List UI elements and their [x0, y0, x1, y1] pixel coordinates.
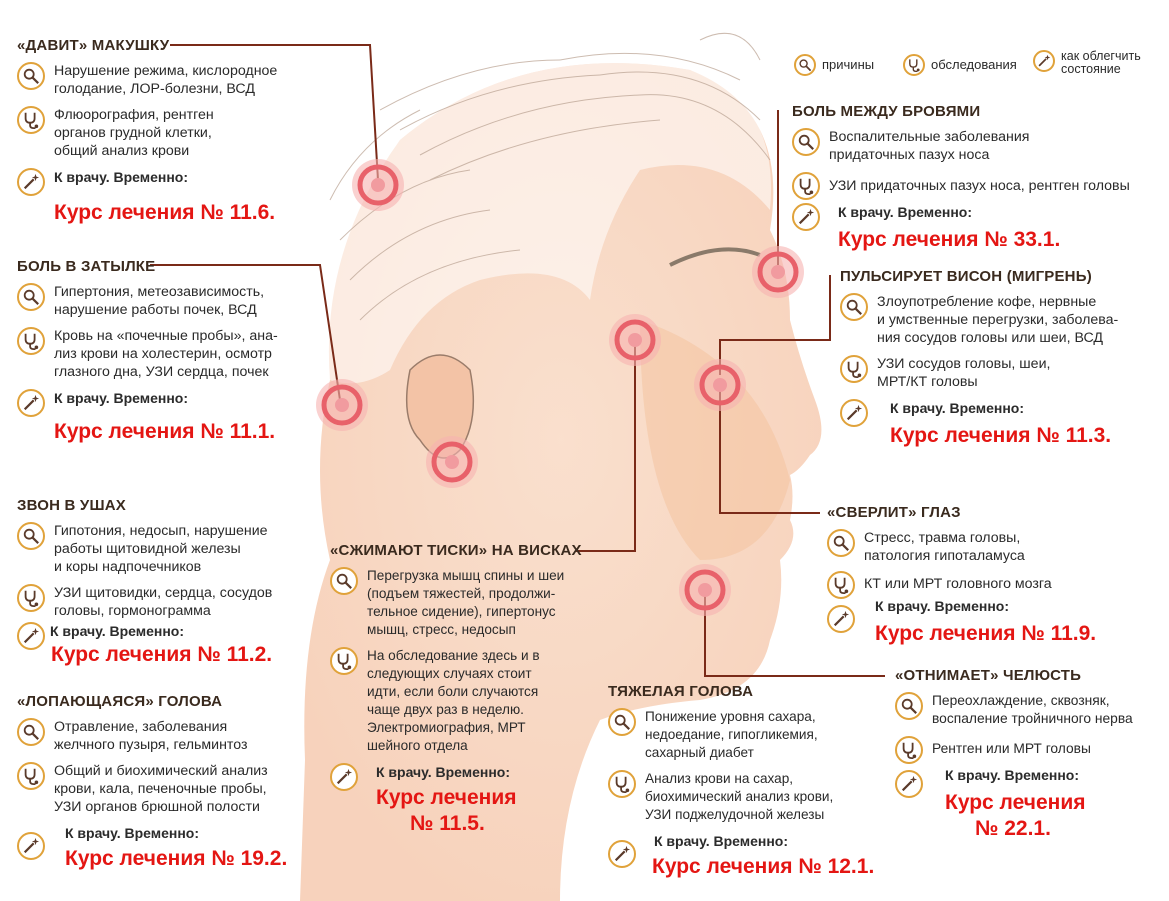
exams-line: Рентген или МРТ головы [932, 741, 1091, 756]
exams-row [608, 770, 888, 824]
causes-line: и коры надпочечников [54, 559, 202, 575]
causes-line: Отравление, заболевания [54, 719, 228, 735]
exams-line: УЗИ щитовидки, сердца, сосудов [54, 585, 273, 601]
exams-line: УЗИ придаточных пазух носа, рентген головы [829, 178, 1130, 194]
causes-line: сахарный диабет [645, 745, 754, 760]
section-heavy [608, 683, 888, 880]
magnifier-icon [840, 293, 868, 321]
causes-line: Переохлаждение, сквозняк, [932, 693, 1110, 708]
causes-line: голодание, ЛОР-болезни, ВСД [54, 81, 255, 97]
stethoscope-icon [17, 106, 45, 134]
magnifier-icon [17, 62, 45, 90]
causes-line: тельное сидение), гипертонус [367, 604, 556, 619]
magnifier-icon [608, 708, 636, 736]
course-label: Курс лечения № 11.6. [54, 201, 276, 224]
course-line: Курс лечения [376, 786, 517, 809]
doctor-row [608, 832, 888, 880]
exams-row [17, 106, 347, 160]
stethoscope-icon [17, 762, 45, 790]
magnifier-icon [895, 692, 923, 720]
causes-line: нарушение работы почек, ВСД [54, 302, 257, 318]
causes-line: мышц, стресс, недосып [367, 622, 516, 637]
doctor-row [895, 766, 1165, 842]
magnifier-icon [792, 128, 820, 156]
section-title: БОЛЬ МЕЖДУ БРОВЯМИ [792, 103, 981, 120]
course-label: Курс лечения № 11.9. [875, 622, 1097, 645]
causes-line: Воспалительные заболевания [829, 129, 1030, 145]
section-eye [827, 504, 1157, 647]
causes-line: Перегрузка мышц спины и шеи [367, 568, 565, 583]
magnifier-icon [827, 529, 855, 557]
section-vise [330, 542, 620, 837]
magic-wand-icon [827, 605, 855, 633]
course-label: Курс лечения № 33.1. [838, 228, 1061, 251]
exams-line: чаще двух раз в неделю. [367, 702, 524, 717]
causes-line: ния сосудов головы или шеи, ВСД [877, 330, 1104, 346]
course-label: Курс лечения № 12.1. [652, 855, 875, 878]
exams-row [17, 327, 347, 381]
doctor-label: К врачу. Временно: [54, 390, 189, 406]
exams-line: УЗИ сосудов головы, шеи, [877, 356, 1051, 372]
doctor-label: К врачу. Временно: [376, 764, 511, 780]
doctor-row [330, 763, 620, 837]
section-crown [17, 37, 347, 226]
section-title: ПУЛЬСИРУЕТ ВИСОН (МИГРЕНЬ) [840, 268, 1092, 285]
causes-line: Гипотония, недосып, нарушение [54, 523, 268, 539]
section-title: ТЯЖЕЛАЯ ГОЛОВА [608, 683, 754, 700]
exams-line: Электромиография, МРТ [367, 720, 526, 735]
causes-line: Стресс, травма головы, [864, 530, 1021, 546]
causes-line: и умственные перегрузки, заболева- [877, 312, 1119, 328]
doctor-label: К врачу. Временно: [945, 767, 1080, 783]
causes-row [792, 128, 1162, 164]
course-line: № 11.5. [410, 812, 485, 835]
exams-line: шейного отдела [367, 738, 468, 753]
exams-row [17, 762, 347, 816]
exams-line: Флюорография, рентген [54, 107, 214, 123]
exams-row [895, 736, 1165, 758]
exams-row [792, 172, 1162, 195]
exams-line: Анализ крови на сахар, [645, 771, 794, 786]
exams-line: Общий и биохимический анализ [54, 763, 268, 779]
section-title: «СЖИМАЮТ ТИСКИ» НА ВИСКАХ [330, 542, 582, 559]
magic-wand-icon [17, 622, 45, 650]
magic-wand-icon [895, 770, 923, 798]
stethoscope-icon [840, 355, 868, 383]
doctor-label: К врачу. Временно: [838, 204, 973, 220]
causes-row [17, 522, 347, 576]
stethoscope-icon [792, 172, 820, 200]
stethoscope-icon [827, 571, 855, 599]
doctor-row [17, 622, 347, 650]
stethoscope-icon [895, 736, 923, 764]
causes-line: Злоупотребление кофе, нервные [877, 294, 1097, 310]
causes-row [17, 62, 347, 98]
exams-line: УЗИ органов брюшной полости [54, 799, 260, 815]
section-title: ЗВОН В УШАХ [17, 497, 126, 514]
section-brows [792, 103, 1162, 253]
section-title: «ЛОПАЮЩАЯСЯ» ГОЛОВА [17, 693, 223, 710]
doctor-row [17, 389, 347, 417]
exams-line: На обследование здесь и в [367, 648, 540, 663]
exams-line: идти, если боли случаются [367, 684, 539, 699]
magic-wand-icon [1033, 50, 1055, 72]
stethoscope-icon [17, 327, 45, 355]
doctor-label: К врачу. Временно: [50, 623, 185, 639]
legend-relief-line1: как облегчить [1061, 49, 1141, 63]
legend-relief-line2: состояние [1061, 62, 1121, 76]
doctor-row [17, 168, 347, 196]
section-occiput [17, 258, 347, 445]
magic-wand-icon [608, 840, 636, 868]
causes-row [330, 567, 620, 639]
section-jaw [895, 667, 1165, 842]
course-line: № 22.1. [975, 817, 1051, 840]
exams-line: глазного дна, УЗИ сердца, почек [54, 364, 269, 380]
causes-row [827, 529, 1157, 565]
magic-wand-icon [17, 389, 45, 417]
causes-row [17, 718, 347, 754]
doctor-row [827, 597, 1157, 647]
magnifier-icon [17, 718, 45, 746]
magnifier-icon [17, 522, 45, 550]
causes-row [608, 708, 888, 762]
section-ears [17, 497, 347, 668]
stethoscope-icon [330, 647, 358, 675]
exams-line: следующих случаях стоит [367, 666, 532, 681]
exams-line: головы, гормонограмма [54, 603, 211, 619]
exams-line: КТ или МРТ головного мозга [864, 576, 1052, 592]
section-title: «ДАВИТ» МАКУШКУ [17, 37, 170, 54]
causes-row [895, 692, 1165, 728]
causes-line: недоедание, гипогликемия, [645, 727, 818, 742]
magic-wand-icon [17, 832, 45, 860]
causes-line: Гипертония, метеозависимость, [54, 284, 265, 300]
course-label: Курс лечения № 11.1. [54, 420, 276, 443]
doctor-label: К врачу. Временно: [654, 833, 789, 849]
course-line: Курс лечения [945, 791, 1086, 814]
causes-line: Понижение уровня сахара, [645, 709, 816, 724]
causes-line: желчного пузыря, гельминтоз [54, 737, 248, 753]
causes-line: Нарушение режима, кислородное [54, 63, 278, 79]
course-label: Курс лечения № 19.2. [65, 847, 288, 870]
doctor-label: К врачу. Временно: [65, 825, 200, 841]
exams-line: УЗИ поджелудочной железы [645, 807, 825, 822]
magic-wand-icon [330, 763, 358, 791]
stethoscope-icon [608, 770, 636, 798]
magic-wand-icon [792, 203, 820, 231]
doctor-row [792, 203, 1162, 253]
causes-line: (подъем тяжестей, продолжи- [367, 586, 556, 601]
exams-row [827, 571, 1157, 593]
exams-line: лиз крови на холестерин, осмотр [54, 346, 272, 362]
causes-line: работы щитовидной железы [54, 541, 241, 557]
section-title: «ОТНИМАЕТ» ЧЕЛЮСТЬ [895, 667, 1082, 684]
magnifier-icon [794, 54, 816, 76]
causes-line: патология гипоталамуса [864, 548, 1025, 564]
section-bursting [17, 693, 347, 872]
stethoscope-icon [903, 54, 925, 76]
exams-line: биохимический анализ крови, [645, 789, 834, 804]
section-temple [840, 268, 1165, 449]
causes-line: придаточных пазух носа [829, 147, 990, 163]
doctor-label: К врачу. Временно: [54, 169, 189, 185]
course-label: Курс лечения № 11.2. [51, 643, 273, 666]
doctor-label: К врачу. Временно: [875, 598, 1010, 614]
causes-row [17, 283, 347, 319]
stethoscope-icon [17, 584, 45, 612]
causes-line: воспаление тройничного нерва [932, 711, 1133, 726]
doctor-row [840, 399, 1165, 449]
magnifier-icon [17, 283, 45, 311]
exams-row [840, 355, 1165, 391]
exams-line: Кровь на «почечные пробы», ана- [54, 328, 278, 344]
exams-row [17, 584, 347, 620]
exams-line: органов грудной клетки, [54, 125, 212, 141]
exams-line: МРТ/КТ головы [877, 374, 978, 390]
doctor-label: К врачу. Временно: [890, 400, 1025, 416]
causes-row [840, 293, 1165, 347]
exams-line: крови, кала, печеночные пробы, [54, 781, 267, 797]
doctor-row [17, 824, 347, 872]
exams-line: общий анализ крови [54, 143, 190, 159]
magic-wand-icon [840, 399, 868, 427]
magnifier-icon [330, 567, 358, 595]
exams-row [330, 647, 620, 755]
magic-wand-icon [17, 168, 45, 196]
section-title: БОЛЬ В ЗАТЫЛКЕ [17, 258, 156, 275]
section-title: «СВЕРЛИТ» ГЛАЗ [827, 504, 961, 521]
course-label: Курс лечения № 11.3. [890, 424, 1112, 447]
